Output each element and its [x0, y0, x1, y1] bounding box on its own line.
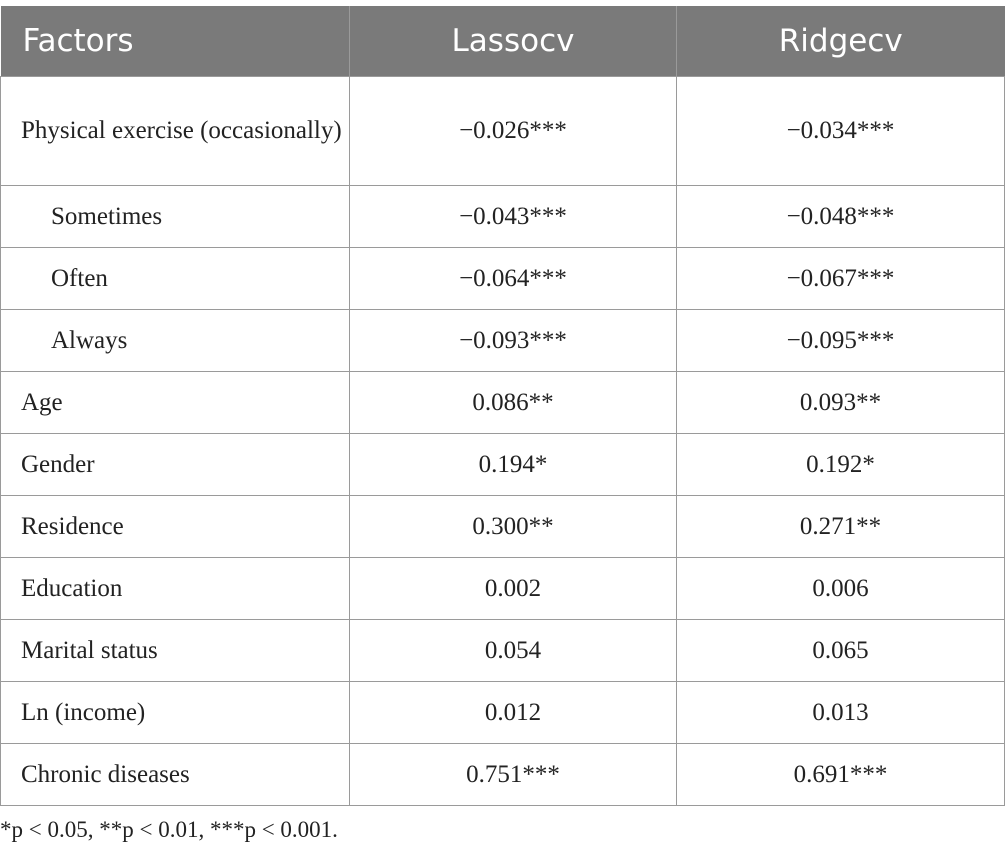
ridge-cell: 0.013	[677, 682, 1005, 744]
ridge-cell: 0.192*	[677, 434, 1005, 496]
table-row	[1, 682, 1005, 744]
factor-cell: Age	[1, 372, 350, 434]
ridge-cell: −0.095***	[677, 310, 1005, 372]
table-row	[1, 558, 1005, 620]
factor-cell: Chronic diseases	[1, 744, 350, 806]
ridge-cell: 0.065	[677, 620, 1005, 682]
table-row	[1, 248, 1005, 310]
factor-cell: Gender	[1, 434, 350, 496]
factor-cell: Often	[1, 248, 350, 310]
table-row	[1, 372, 1005, 434]
table-row	[1, 496, 1005, 558]
factor-cell: Education	[1, 558, 350, 620]
ridge-cell: 0.691***	[677, 744, 1005, 806]
table-row	[1, 186, 1005, 248]
lasso-cell: 0.002	[350, 558, 677, 620]
ridge-cell: 0.271**	[677, 496, 1005, 558]
ridge-cell: −0.048***	[677, 186, 1005, 248]
table-row	[1, 620, 1005, 682]
ridge-cell: −0.067***	[677, 248, 1005, 310]
lasso-cell: 0.086**	[350, 372, 677, 434]
header-factors: Factors	[1, 6, 350, 77]
lasso-cell: 0.054	[350, 620, 677, 682]
results-table	[0, 6, 1005, 806]
factor-cell: Residence	[1, 496, 350, 558]
ridge-cell: 0.006	[677, 558, 1005, 620]
factor-cell: Always	[1, 310, 350, 372]
lasso-cell: −0.026***	[350, 77, 677, 186]
ridge-cell: −0.034***	[677, 77, 1005, 186]
table-row	[1, 744, 1005, 806]
table-row	[1, 434, 1005, 496]
lasso-cell: 0.751***	[350, 744, 677, 806]
lasso-cell: −0.093***	[350, 310, 677, 372]
factor-cell: Ln (income)	[1, 682, 350, 744]
lasso-cell: 0.300**	[350, 496, 677, 558]
factor-cell: Marital status	[1, 620, 350, 682]
lasso-cell: 0.194*	[350, 434, 677, 496]
table-row	[1, 310, 1005, 372]
factor-cell: Physical exercise (occasionally)	[1, 77, 350, 186]
table-header-row	[1, 6, 1005, 77]
lasso-cell: −0.043***	[350, 186, 677, 248]
table-row	[1, 77, 1005, 186]
results-table-container	[0, 6, 1004, 806]
lasso-cell: 0.012	[350, 682, 677, 744]
lasso-cell: −0.064***	[350, 248, 677, 310]
header-ridgecv: Ridgecv	[677, 6, 1005, 77]
ridge-cell: 0.093**	[677, 372, 1005, 434]
header-lassocv: Lassocv	[350, 6, 677, 77]
table-footnote: *p < 0.05, **p < 0.01, ***p < 0.001.	[0, 817, 338, 842]
factor-cell: Sometimes	[1, 186, 350, 248]
